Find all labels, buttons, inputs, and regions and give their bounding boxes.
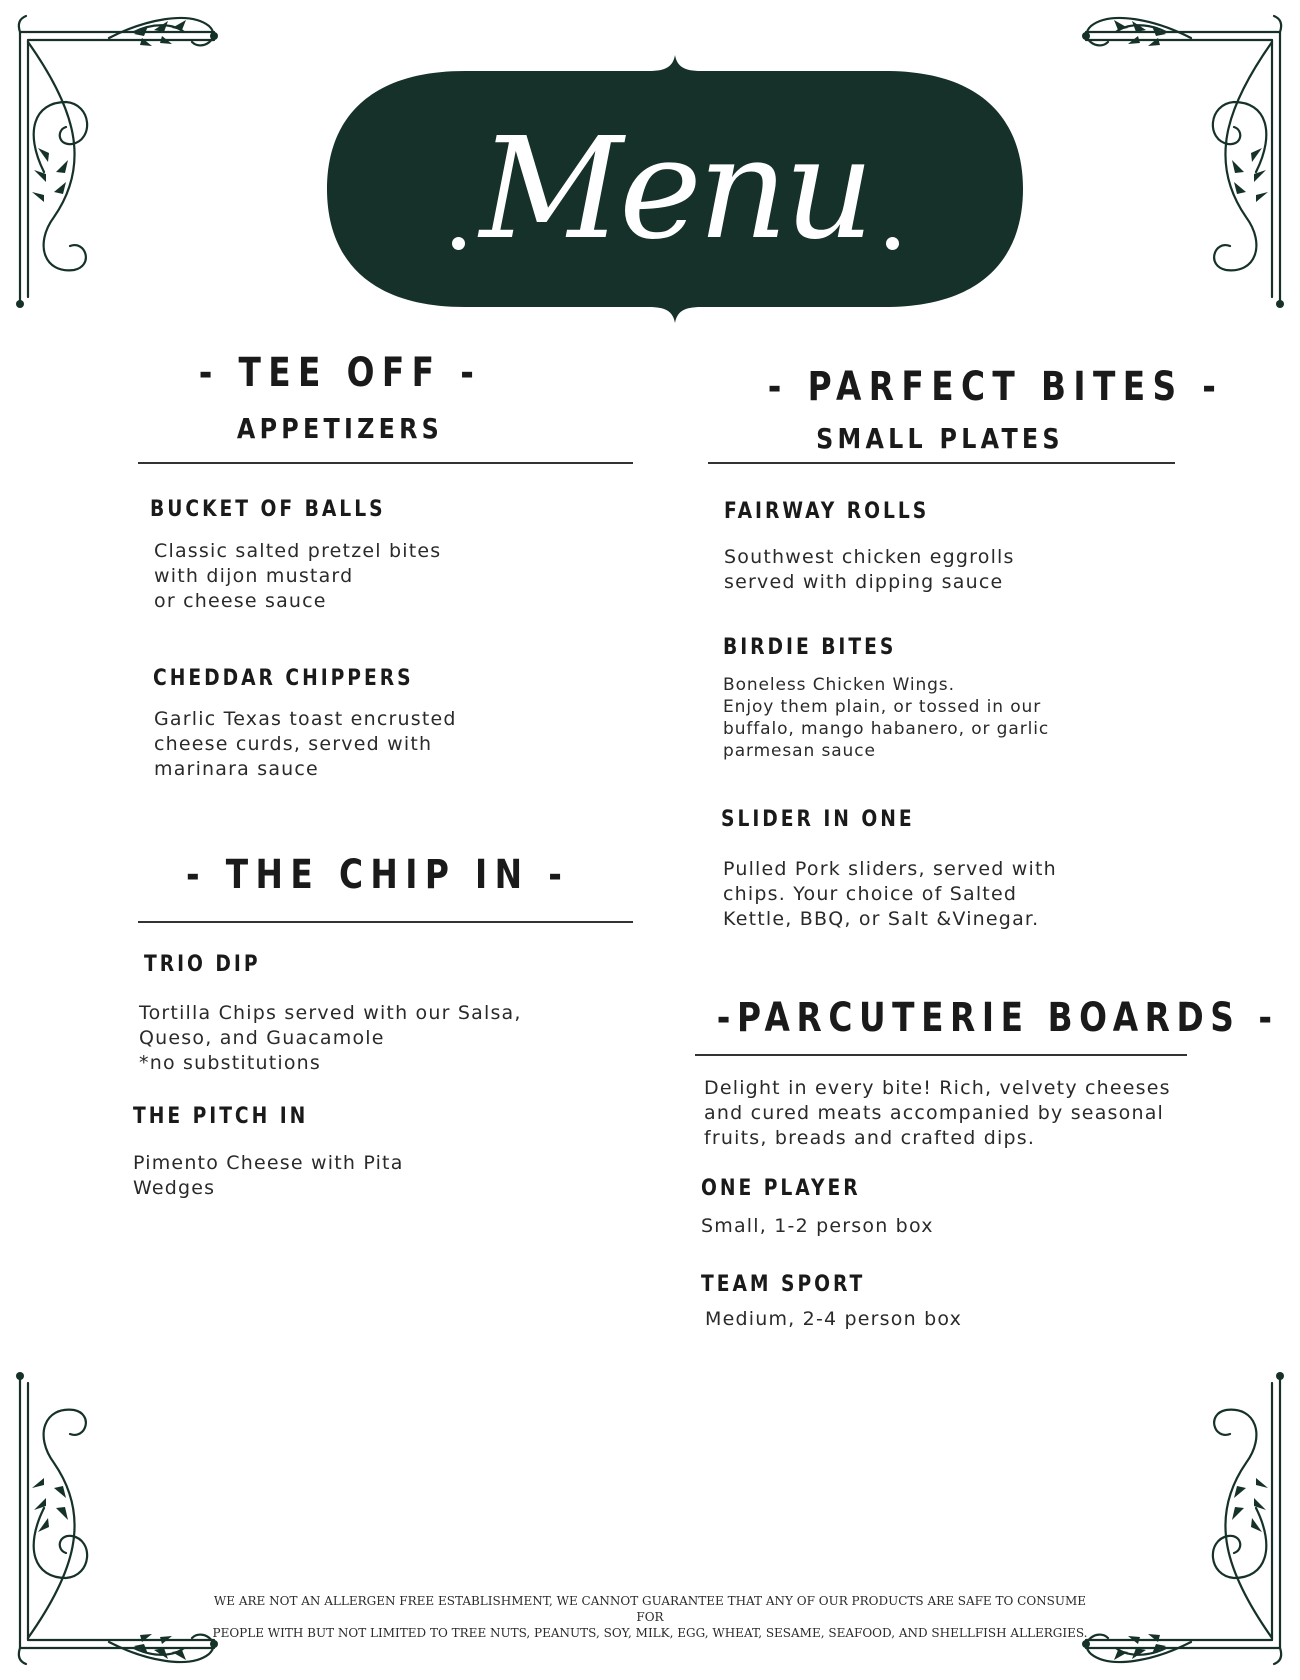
divider (695, 1054, 1187, 1056)
divider (708, 462, 1175, 464)
section-subtitle-small-plates: SMALL PLATES (816, 422, 1064, 455)
corner-flourish-top-right (1056, 12, 1286, 312)
allergen-disclaimer (200, 1593, 1100, 1641)
section-title-parfect-bites: - PARFECT BITES - (767, 364, 1224, 410)
menu-item-title: THE PITCH IN (133, 1104, 309, 1129)
menu-item-title: BIRDIE BITES (723, 635, 897, 660)
section-title-parcuterie: -PARCUTERIE BOARDS - (716, 995, 1279, 1041)
menu-item-description: Boneless Chicken Wings. Enjoy them plain, or tossed in our buffalo, mango habanero, or garlic parmesan sauce (723, 675, 1050, 761)
menu-item-description: Pimento Cheese with Pita Wedges (133, 1152, 404, 1199)
divider (138, 462, 633, 464)
menu-item-description: Garlic Texas toast encrusted cheese curds, served with marinara sauce (154, 708, 457, 780)
flourish-ornament-icon (14, 12, 244, 312)
menu-title: Menu (479, 107, 871, 271)
disclaimer-line: PEOPLE WITH BUT NOT LIMITED TO TREE NUTS, PEANUTS, SOY, MILK, EGG, WHEAT, SESAME, SEAFOOD, AND SHELLFISH ALLERGIES. (212, 1626, 1088, 1640)
menu-item-description: Small, 1-2 person box (701, 1215, 934, 1237)
section-title-tee-off: - TEE OFF - (198, 350, 482, 396)
menu-item-description: Pulled Pork sliders, served with chips. Your choice of Salted Kettle, BBQ, or Salt &Vinegar. (723, 858, 1057, 930)
section-description: Delight in every bite! Rich, velvety cheeses and cured meats accompanied by seasonal fruits, breads and crafted dips. (704, 1077, 1171, 1149)
menu-banner (325, 53, 1025, 325)
flourish-ornament-icon (1056, 12, 1286, 312)
menu-item-description: Southwest chicken eggrolls served with dipping sauce (724, 546, 1015, 593)
menu-item-title: TEAM SPORT (701, 1272, 866, 1297)
menu-item-title: FAIRWAY ROLLS (724, 499, 930, 524)
menu-item-title: CHEDDAR CHIPPERS (153, 666, 414, 691)
section-subtitle-appetizers: APPETIZERS (236, 412, 444, 445)
menu-item-title: TRIO DIP (144, 952, 261, 977)
corner-flourish-top-left (14, 12, 244, 312)
menu-item-title: ONE PLAYER (701, 1176, 861, 1201)
menu-item-description: Medium, 2-4 person box (705, 1308, 963, 1330)
section-title-chip-in: - THE CHIP IN - (186, 852, 570, 898)
menu-item-title: BUCKET OF BALLS (150, 497, 386, 522)
menu-item-title: SLIDER IN ONE (721, 807, 915, 832)
menu-item-description: Tortilla Chips served with our Salsa, Queso, and Guacamole *no substitutions (139, 1002, 522, 1074)
disclaimer-line: WE ARE NOT AN ALLERGEN FREE ESTABLISHMENT, WE CANNOT GUARANTEE THAT ANY OF OUR PRODUCTS ARE SAFE TO CONSUME FOR (213, 1594, 1087, 1624)
menu-item-description: Classic salted pretzel bites with dijon mustard or cheese sauce (154, 540, 442, 612)
divider (138, 921, 633, 923)
